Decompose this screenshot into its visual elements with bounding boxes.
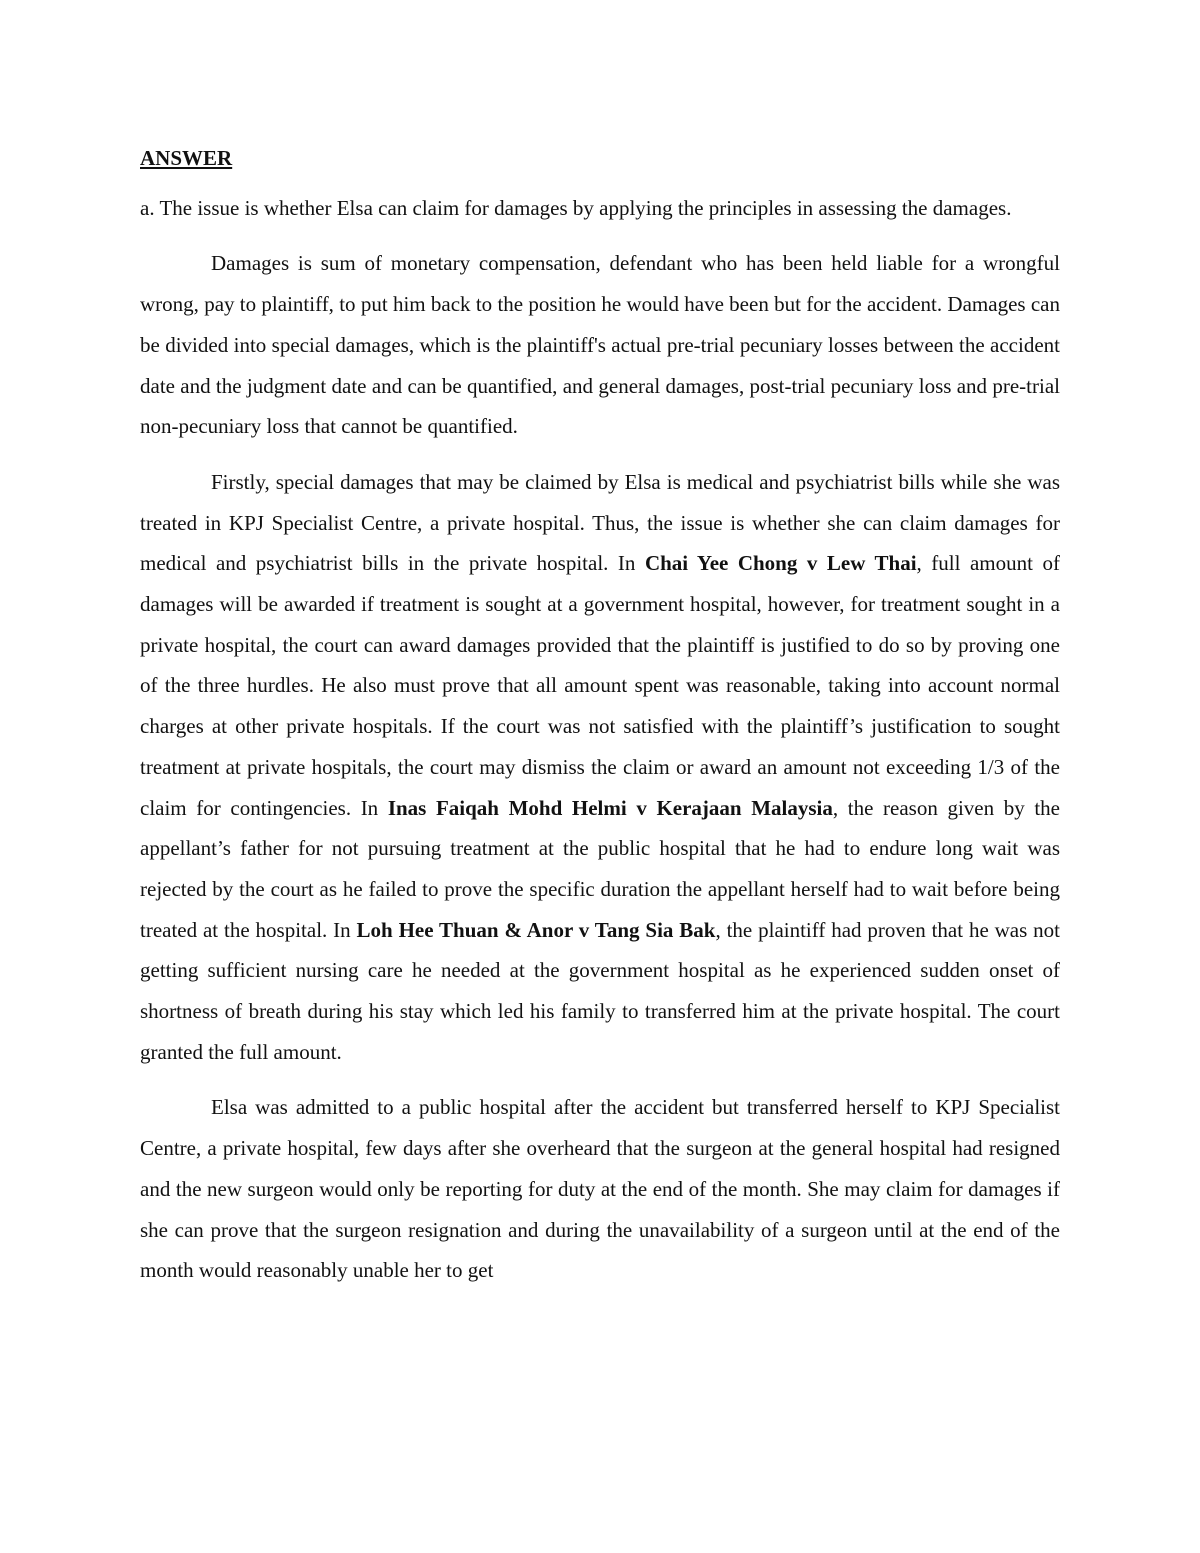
paragraph-text: , the plaintiff had proven that he was not getting sufficient nursing care he needed at the government hospital as he experienced sudden onset of shortness of breath during his stay which led his family to transferred him at the private hospital. The court granted the full amount. [140, 917, 1061, 1064]
paragraph-text: Firstly, special damages that may be claimed by Elsa is medical and psychiatrist bills while she was treated in KPJ Specialist Centre, a private hospital. Thus, the issue is whether she can claim damages for medical and psychiatrist bills in the private hospital. In [140, 469, 1060, 576]
damages-definition-paragraph: Damages is sum of monetary compensation, defendant who has been held liable for a wrongful wrong, pay to plaintiff, to put him back to the position he would have been but for the accident. Damages can be divided into special damages, which is the plaintiff's actual pre-trial pecuniary losses between the accident date and the judgment date and can be quantified, and general damages, post-trial pecuniary loss and pre-trial non-pecuniary loss that cannot be quantified. [140, 251, 1060, 439]
case-name: Loh Hee Thuan & Anor v Tang Sia Bak [356, 917, 716, 942]
paragraph-text: , the reason given by the appellant’s father for not pursuing treatment at the public hospital that he had to endure long wait was rejected by the court as he failed to prove the specific duration the appellant herself had to wait before being treated at the hospital. In [140, 795, 1060, 942]
elsa-application-paragraph: Elsa was admitted to a public hospital after the accident but transferred herself to KPJ Specialist Centre, a private hospital, few days after she overheard that the surgeon at the general hospital had resigned and the new surgeon would only be reporting for duty at the end of the month. She may claim for damages if she can prove that the surgeon resignation and during the unavailability of a surgeon until at the end of the month would reasonably unable her to get [140, 1095, 1060, 1283]
special-damages-paragraph [140, 462, 1060, 1073]
answer-heading: ANSWER [140, 146, 233, 170]
document-page [140, 138, 1060, 1306]
case-name: Chai Yee Chong v Lew Thai [644, 551, 917, 576]
case-name: Inas Faiqah Mohd Helmi v Kerajaan Malaysia [387, 795, 833, 820]
issue-paragraph: a. The issue is whether Elsa can claim for damages by applying the principles in assessing the damages. [140, 195, 1012, 220]
paragraph-text: , full amount of damages will be awarded if treatment is sought at a government hospital, however, for treatment sought in a private hospital, the court can award damages provided that the plaintiff is justified to do so by proving one of the three hurdles. He also must prove that all amount spent was reasonable, taking into account normal charges at other private hospitals. If the court was not satisfied with the plaintiff’s justification to sought treatment at private hospitals, the court may dismiss the claim or award an amount not exceeding 1/3 of the claim for contingencies. In [140, 551, 1060, 820]
